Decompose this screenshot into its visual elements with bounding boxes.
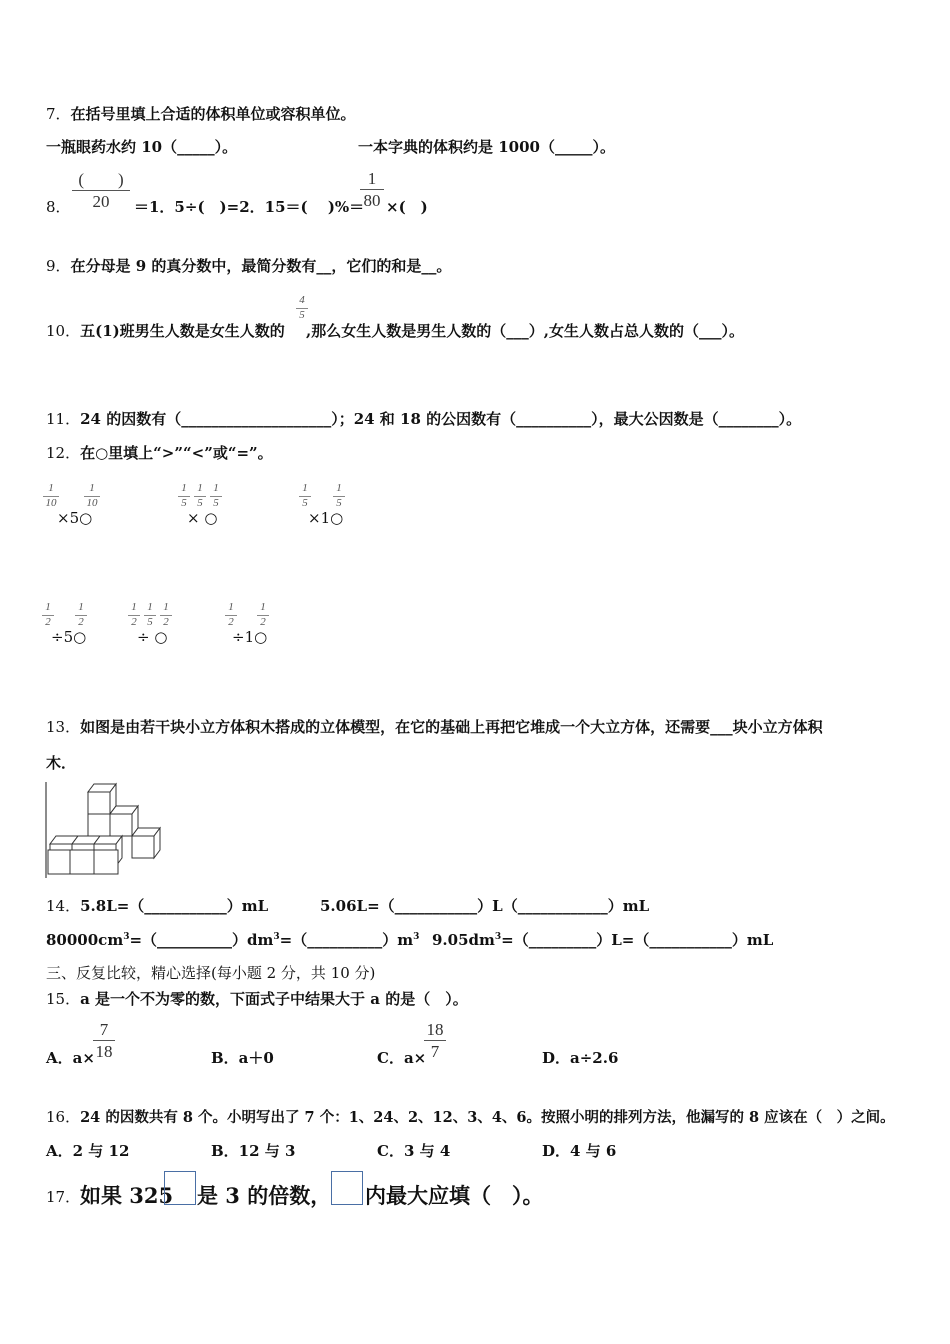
q15-option-d: D．a÷2.6 [542, 1049, 619, 1067]
q14-c-mid: =（__________）dm [129, 931, 274, 949]
q14-c-sup2: 3 [273, 932, 280, 942]
q12-item3-frac-a: 1 5 [299, 483, 311, 509]
q15-option-b: B．a＋0 [211, 1049, 274, 1067]
q12-item4-frac-a: 1 2 [42, 602, 54, 628]
q9-number: 9． [46, 257, 71, 275]
q14-c-post: =（__________）m [279, 931, 414, 949]
q15-a-denominator: 18 [95, 1042, 113, 1061]
q8-frac1-numerator: ( ) [78, 170, 124, 189]
q17-pre: 如果 325 [80, 1183, 174, 1208]
q12-item3-frac-b: 1 5 [333, 483, 345, 509]
q14-d-post: =（_________）L=（___________）mL [501, 931, 774, 949]
q8-middle: ＝1．5÷( )=2．15＝( )%＝ [134, 198, 365, 216]
q10-post: ,那么女生人数是男生人数的（___）,女生人数占总人数的（___）。 [306, 322, 744, 340]
q14-d-sup: 3 [494, 932, 502, 942]
q12-item4-frac-b: 1 2 [75, 602, 87, 628]
q15-c-denominator: 7 [430, 1042, 440, 1061]
q17-number: 17． [46, 1188, 81, 1206]
q12-item1-op: ×5○ [57, 509, 93, 527]
q11-number: 11． [46, 410, 81, 428]
q12-item2-frac-c: 1 5 [210, 483, 222, 509]
q12-item5-frac-c: 1 2 [160, 602, 172, 628]
q12-item1-frac-a: 1 10 [43, 483, 59, 509]
q12-item2-frac-a: 1 5 [178, 483, 190, 509]
q7-text: 在括号里填上合适的体积单位或容积单位。 [70, 105, 356, 123]
q17-mid: 是 3 的倍数， [197, 1183, 332, 1208]
q10-number: 10． [46, 322, 81, 340]
q14-number: 14． [46, 897, 81, 915]
q15-number: 15． [46, 990, 81, 1008]
q12-item4-op: ÷5○ [51, 628, 87, 646]
q10-fraction [296, 295, 308, 321]
cube-stack-figure [44, 780, 169, 880]
q10-frac-numerator: 4 [299, 294, 305, 306]
q14-d-pre: 9.05dm [432, 931, 495, 949]
q16-option-a: A．2 与 12 [46, 1142, 130, 1160]
q14-part-d [432, 929, 773, 950]
q8-frac2-numerator: 1 [367, 169, 377, 188]
q12-item6-op: ÷1○ [232, 628, 268, 646]
q8-number: 8． [46, 198, 71, 216]
q12-text: 在○里填上“>”“<”或“=”。 [80, 444, 273, 462]
q8-tail: ×( ) [386, 198, 428, 216]
q14-c-pre: 80000cm [46, 931, 124, 949]
q12-item6-frac-b: 1 2 [257, 602, 269, 628]
q13-text-2: 木． [46, 754, 77, 772]
q14-part-a: 5.8L=（___________）mL [80, 897, 269, 915]
q16-number: 16． [46, 1108, 81, 1126]
q14-c-sup: 3 [123, 932, 130, 942]
q14-line1 [46, 895, 268, 916]
q12-item5-frac-a: 1 2 [128, 602, 140, 628]
q12-item5-frac-b: 1 5 [144, 602, 156, 628]
q7-line [46, 103, 356, 124]
q8-frac2-denominator: 80 [363, 191, 381, 210]
q7-right: 一本字典的体积约是 1000（_____）。 [358, 138, 615, 156]
q8-frac1-denominator: 20 [92, 192, 110, 211]
q12-item3-op: ×1○ [308, 509, 344, 527]
q16-option-b: B．12 与 3 [211, 1142, 296, 1160]
q10-pre: 五(1)班男生人数是女生人数的 [80, 322, 285, 340]
q15-option-a-fraction [93, 1021, 115, 1060]
q15-c-numerator: 18 [426, 1020, 444, 1039]
q9-line [46, 255, 451, 276]
q15-line [46, 988, 468, 1009]
q14-part-b: 5.06L=（___________）L（____________）mL [320, 897, 650, 915]
q7-left: 一瓶眼药水约 10（_____）。 [46, 138, 238, 156]
q12-line [46, 442, 273, 463]
q17-post: 内最大应填（ ）。 [365, 1183, 544, 1208]
q13-text-1: 如图是由若干块小立方体积木搭成的立体模型，在它的基础上再把它堆成一个大立方体，还需要___块小立方体积 [80, 718, 823, 736]
section-3-title: 三、反复比较，精心选择(每小题 2 分，共 10 分) [46, 964, 376, 982]
q12-item2-op: × ○ [187, 509, 218, 527]
q10-line [46, 320, 285, 341]
q9-text: 在分母是 9 的真分数中，最简分数有__，它们的和是__。 [70, 257, 452, 275]
q12-item5-op: ÷ ○ [137, 628, 168, 646]
q16-option-d: D．4 与 6 [542, 1142, 617, 1160]
q17-blank-box-1 [164, 1171, 196, 1205]
q16-line [46, 1106, 895, 1127]
q14-c-sup3: 3 [413, 932, 420, 942]
q16-option-c: C．3 与 4 [377, 1142, 451, 1160]
q12-item6-frac-a: 1 2 [225, 602, 237, 628]
q17-blank-box-2 [331, 1171, 363, 1205]
q12-number: 12． [46, 444, 81, 462]
q8-fraction-2 [360, 170, 384, 209]
q16-text: 24 的因数共有 8 个。小明写出了 7 个：1、24、2、12、3、4、6。按照小明的排列方法，他漏写的 8 应该在（ ）之间。 [80, 1109, 895, 1126]
q15-option-c-label: C．a× [377, 1049, 427, 1067]
q11-text: 24 的因数有（____________________）；24 和 18 的公因数有（__________），最大公因数是（________）。 [80, 410, 802, 428]
q12-item1-frac-b: 1 10 [84, 483, 100, 509]
q14-part-c [46, 929, 419, 950]
q7-number: 7． [46, 105, 71, 123]
q11-line [46, 408, 801, 429]
q15-text: a 是一个不为零的数，下面式子中结果大于 a 的是（ ）。 [80, 990, 468, 1008]
q15-option-c-fraction [424, 1021, 446, 1060]
q12-item2-frac-b: 1 5 [194, 483, 206, 509]
q15-a-numerator: 7 [99, 1020, 109, 1039]
q15-option-a-label: A．a× [46, 1049, 95, 1067]
q8-fraction-1 [72, 171, 130, 210]
q10-frac-denominator: 5 [299, 308, 305, 321]
q13-line1 [46, 716, 823, 737]
q13-number: 13． [46, 718, 81, 736]
